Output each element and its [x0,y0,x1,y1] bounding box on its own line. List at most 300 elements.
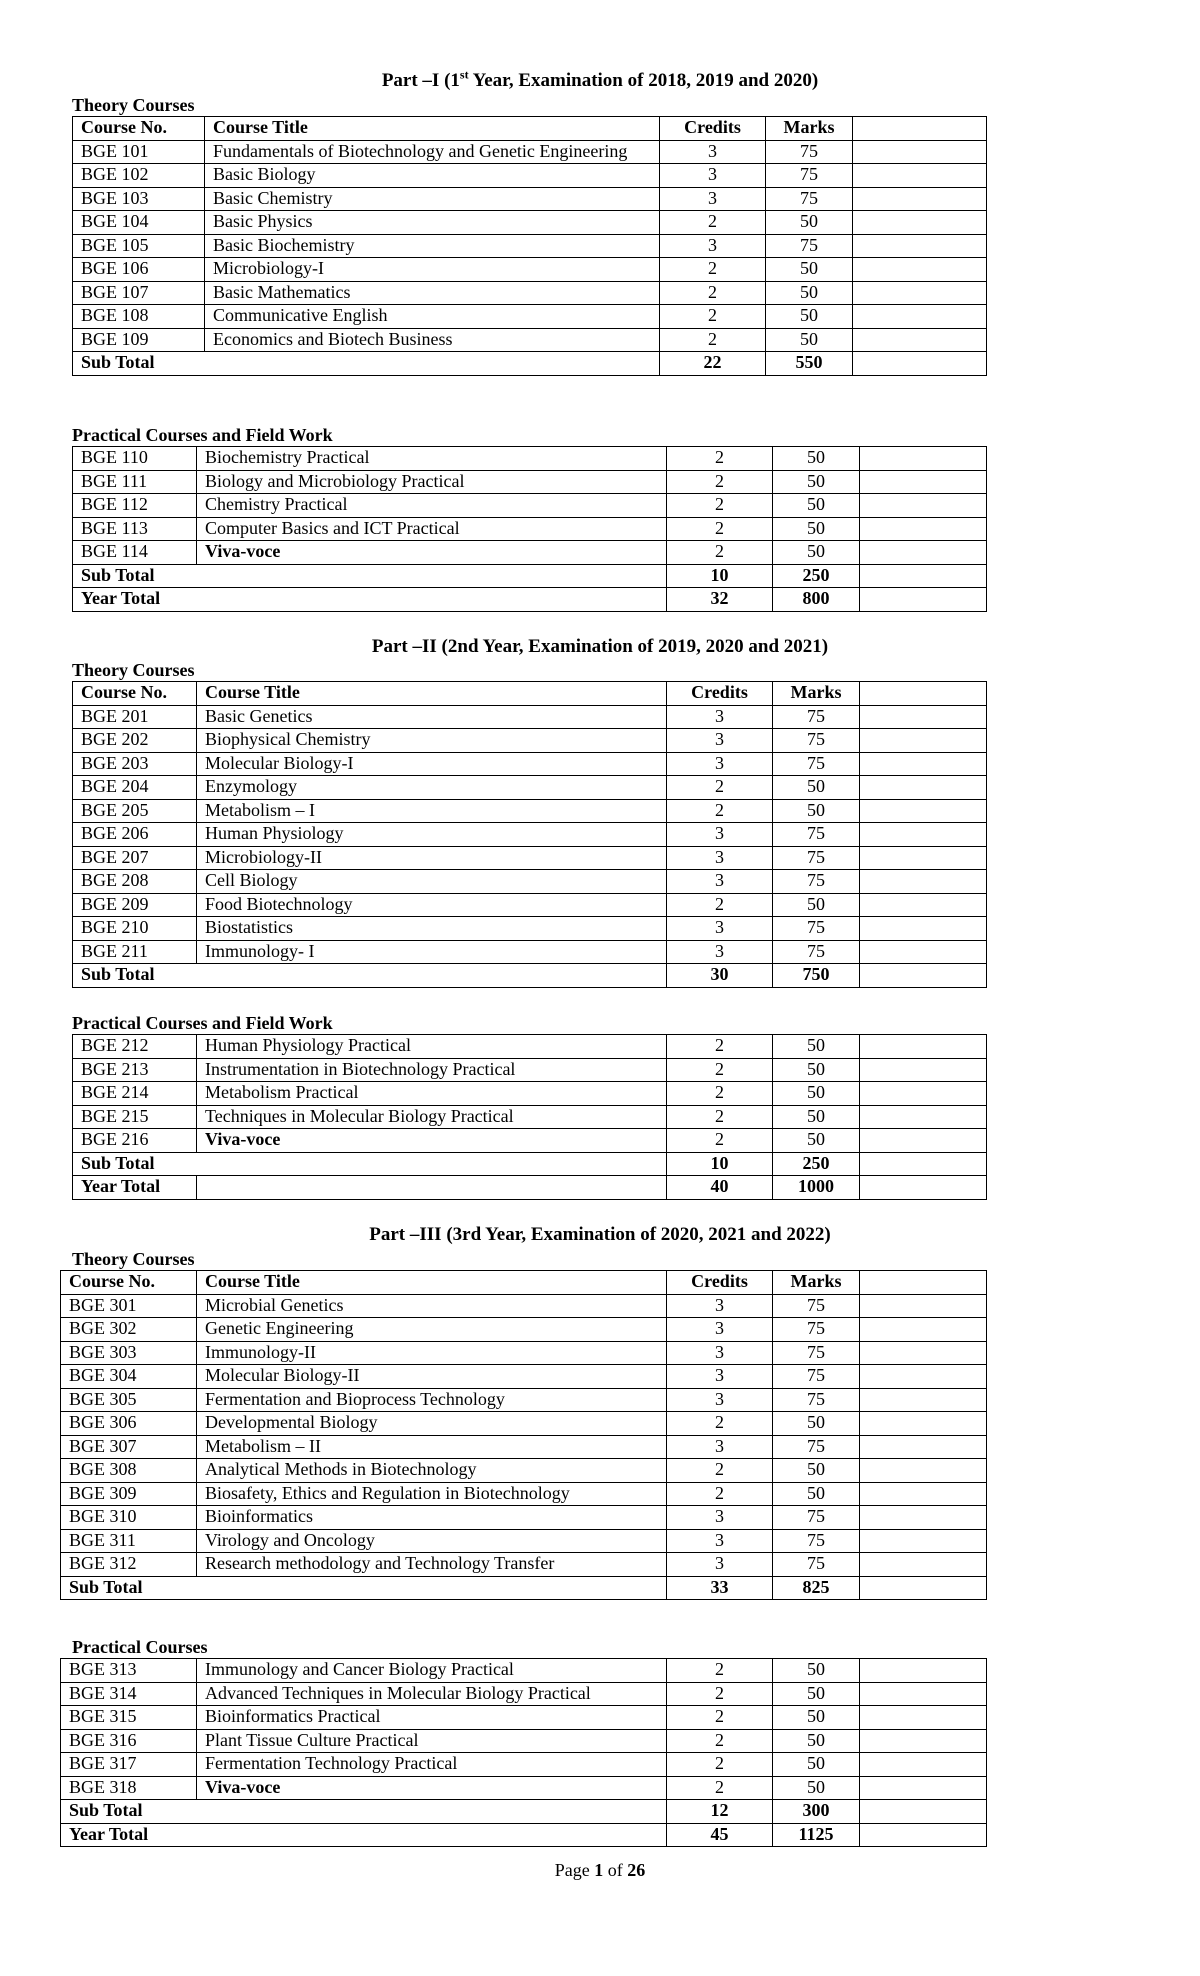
empty-cell [860,1729,987,1753]
empty-cell [860,564,987,588]
empty-cell [860,470,987,494]
table-row [73,258,987,282]
part3-practical-label: Practical Courses [72,1637,208,1657]
course-title: Metabolism Practical [197,1082,667,1106]
empty-cell [860,846,987,870]
empty-cell [860,1753,987,1777]
course-no: BGE 302 [61,1318,197,1342]
course-credits: 2 [667,1482,773,1506]
year-total-marks: 1000 [773,1176,860,1200]
course-title: Basic Biochemistry [205,234,660,258]
course-title: Biochemistry Practical [197,447,667,471]
course-title: Computer Basics and ICT Practical [197,517,667,541]
empty-cell [853,234,987,258]
empty-cell [860,752,987,776]
course-no: BGE 308 [61,1459,197,1483]
course-marks: 75 [773,1388,860,1412]
course-marks: 50 [773,799,860,823]
course-title: Viva-voce [197,1776,667,1800]
empty-cell [860,1776,987,1800]
course-title: Biostatistics [197,917,667,941]
course-credits: 3 [667,1506,773,1530]
table-header-row [73,117,987,141]
table-row [73,870,987,894]
table-row [61,1294,987,1318]
course-marks: 75 [766,140,853,164]
course-title: Biophysical Chemistry [197,729,667,753]
course-title: Chemistry Practical [197,494,667,518]
subtotal-credits: 12 [667,1800,773,1824]
course-no: BGE 313 [61,1659,197,1683]
year-total-row [73,1176,987,1200]
table-row [73,729,987,753]
subtotal-marks: 750 [773,964,860,988]
empty-cell [860,1365,987,1389]
part2-heading: Part –II (2nd Year, Examination of 2019, 2020 and 2021) [371,636,829,657]
empty-cell [853,211,987,235]
course-credits: 3 [667,1318,773,1342]
course-credits: 3 [667,705,773,729]
course-title: Microbiology-I [205,258,660,282]
subtotal-marks: 550 [766,352,853,376]
header-course-title: Course Title [205,117,660,141]
table-row [61,1412,987,1436]
header-credits: Credits [667,1271,773,1295]
subtotal-credits: 10 [667,1152,773,1176]
course-marks: 75 [773,846,860,870]
course-no: BGE 209 [73,893,197,917]
course-credits: 2 [660,211,766,235]
course-credits: 2 [667,447,773,471]
table-row [73,494,987,518]
course-title: Viva-voce [197,1129,667,1153]
header-course-no: Course No. [73,117,205,141]
course-credits: 3 [667,1341,773,1365]
empty-cell [860,776,987,800]
course-credits: 2 [667,799,773,823]
course-no: BGE 201 [73,705,197,729]
course-no: BGE 311 [61,1529,197,1553]
empty-cell [860,1482,987,1506]
empty-cell [860,1576,987,1600]
subtotal-marks: 825 [773,1576,860,1600]
course-title: Human Physiology [197,823,667,847]
part1-practical-table [72,446,987,612]
course-no: BGE 314 [61,1682,197,1706]
course-credits: 2 [667,1459,773,1483]
header-course-title: Course Title [197,682,667,706]
course-marks: 50 [766,328,853,352]
course-title: Fermentation and Bioprocess Technology [197,1388,667,1412]
course-marks: 50 [773,470,860,494]
course-title: Viva-voce [197,541,667,565]
year-total-credits: 45 [667,1823,773,1847]
course-marks: 50 [773,1729,860,1753]
course-credits: 2 [660,258,766,282]
subtotal-label: Sub Total [73,1152,667,1176]
course-no: BGE 204 [73,776,197,800]
empty-cell [860,1459,987,1483]
course-marks: 50 [773,1682,860,1706]
course-credits: 3 [667,823,773,847]
course-no: BGE 307 [61,1435,197,1459]
subtotal-row [73,564,987,588]
table-row [61,1506,987,1530]
empty-cell [860,893,987,917]
table-row [61,1388,987,1412]
table-row [61,1753,987,1777]
course-title: Biology and Microbiology Practical [197,470,667,494]
course-no: BGE 104 [73,211,205,235]
table-row [73,940,987,964]
part2-practical-table [72,1034,987,1200]
empty-cell [860,870,987,894]
table-row [73,893,987,917]
course-credits: 3 [667,846,773,870]
course-marks: 75 [773,1365,860,1389]
empty-cell [860,1341,987,1365]
course-no: BGE 316 [61,1729,197,1753]
header-marks: Marks [766,117,853,141]
table-row [73,517,987,541]
part3-theory-table [60,1270,987,1600]
subtotal-row [73,352,987,376]
table-row [73,776,987,800]
table-row [61,1776,987,1800]
course-no: BGE 206 [73,823,197,847]
course-no: BGE 208 [73,870,197,894]
part3-heading: Part –III (3rd Year, Examination of 2020, 2021 and 2022) [369,1224,831,1245]
year-total-marks: 800 [773,588,860,612]
part3-theory-label: Theory Courses [72,1249,195,1269]
course-credits: 3 [667,917,773,941]
table-row [61,1482,987,1506]
course-credits: 2 [667,541,773,565]
table-row [61,1459,987,1483]
course-title: Basic Physics [205,211,660,235]
empty-cell [860,1129,987,1153]
table-row [73,234,987,258]
empty-cell [853,328,987,352]
empty-cell [860,940,987,964]
course-credits: 2 [667,517,773,541]
course-title: Genetic Engineering [197,1318,667,1342]
course-title: Molecular Biology-I [197,752,667,776]
course-no: BGE 112 [73,494,197,518]
course-marks: 50 [773,1058,860,1082]
year-total-credits: 40 [667,1176,773,1200]
header-course-no: Course No. [73,682,197,706]
table-row [61,1729,987,1753]
subtotal-marks: 250 [773,564,860,588]
course-no: BGE 105 [73,234,205,258]
table-row [73,1058,987,1082]
course-marks: 75 [773,917,860,941]
course-no: BGE 101 [73,140,205,164]
course-marks: 75 [766,234,853,258]
course-no: BGE 213 [73,1058,197,1082]
course-marks: 50 [773,1753,860,1777]
course-title: Advanced Techniques in Molecular Biology Practical [197,1682,667,1706]
course-credits: 2 [667,1659,773,1683]
table-row [61,1706,987,1730]
empty-cell [860,1412,987,1436]
table-row [73,328,987,352]
empty-cell [860,541,987,565]
empty-cell [860,1435,987,1459]
course-credits: 2 [660,328,766,352]
table-row [73,823,987,847]
table-row [73,705,987,729]
course-title: Molecular Biology-II [197,1365,667,1389]
empty-cell [860,588,987,612]
empty-cell [860,1058,987,1082]
course-title: Research methodology and Technology Transfer [197,1553,667,1577]
subtotal-label: Sub Total [61,1576,667,1600]
header-course-title: Course Title [197,1271,667,1295]
course-marks: 50 [773,1035,860,1059]
course-marks: 75 [773,1318,860,1342]
course-title: Human Physiology Practical [197,1035,667,1059]
empty-cell [860,494,987,518]
course-marks: 50 [773,776,860,800]
table-row [73,470,987,494]
empty-cell [853,258,987,282]
subtotal-row [61,1800,987,1824]
part2-theory-table [72,681,987,988]
course-credits: 2 [667,494,773,518]
course-marks: 50 [773,1659,860,1683]
table-row [73,799,987,823]
subtotal-label: Sub Total [61,1800,667,1824]
empty-cell [860,682,987,706]
course-marks: 50 [773,1412,860,1436]
course-title: Basic Mathematics [205,281,660,305]
course-no: BGE 312 [61,1553,197,1577]
empty-cell [853,164,987,188]
table-row [61,1365,987,1389]
course-marks: 75 [773,870,860,894]
course-title: Analytical Methods in Biotechnology [197,1459,667,1483]
course-title: Enzymology [197,776,667,800]
course-credits: 3 [660,164,766,188]
empty-cell [860,1105,987,1129]
subtotal-row [73,964,987,988]
course-no: BGE 108 [73,305,205,329]
year-total-marks: 1125 [773,1823,860,1847]
course-no: BGE 315 [61,1706,197,1730]
course-marks: 50 [766,281,853,305]
course-marks: 50 [766,305,853,329]
course-no: BGE 211 [73,940,197,964]
course-marks: 50 [773,1129,860,1153]
empty-cell [860,1176,987,1200]
header-credits: Credits [660,117,766,141]
course-no: BGE 214 [73,1082,197,1106]
course-credits: 2 [667,1105,773,1129]
page-footer [0,1860,1200,1881]
table-row [73,140,987,164]
empty-cell [853,117,987,141]
subtotal-row [61,1576,987,1600]
subtotal-label: Sub Total [73,964,667,988]
course-credits: 2 [660,305,766,329]
course-no: BGE 212 [73,1035,197,1059]
course-marks: 75 [773,823,860,847]
course-marks: 50 [773,1776,860,1800]
course-title: Immunology- I [197,940,667,964]
course-credits: 3 [667,1553,773,1577]
subtotal-label: Sub Total [73,564,667,588]
table-row [73,1035,987,1059]
course-credits: 3 [667,940,773,964]
empty-cell [860,1294,987,1318]
course-marks: 50 [773,1459,860,1483]
subtotal-credits: 33 [667,1576,773,1600]
subtotal-label: Sub Total [73,352,660,376]
year-total-label: Year Total [61,1823,667,1847]
course-credits: 3 [667,1294,773,1318]
table-row [73,541,987,565]
course-title: Bioinformatics Practical [197,1706,667,1730]
course-credits: 3 [660,234,766,258]
course-title: Plant Tissue Culture Practical [197,1729,667,1753]
subtotal-marks: 250 [773,1152,860,1176]
course-title: Communicative English [205,305,660,329]
course-credits: 3 [667,870,773,894]
course-marks: 75 [773,1529,860,1553]
empty-cell [853,305,987,329]
course-credits: 2 [667,776,773,800]
course-title: Food Biotechnology [197,893,667,917]
course-credits: 3 [667,729,773,753]
course-title: Microbiology-II [197,846,667,870]
course-marks: 50 [773,447,860,471]
course-title: Techniques in Molecular Biology Practical [197,1105,667,1129]
table-row [61,1341,987,1365]
page-total: 26 [627,1860,646,1880]
table-row [73,187,987,211]
course-credits: 2 [667,893,773,917]
course-marks: 50 [773,1105,860,1129]
empty-cell [853,187,987,211]
course-title: Virology and Oncology [197,1529,667,1553]
course-no: BGE 109 [73,328,205,352]
course-marks: 50 [773,494,860,518]
empty-cell [860,1152,987,1176]
course-credits: 3 [667,1388,773,1412]
course-credits: 2 [667,1776,773,1800]
course-credits: 2 [667,1729,773,1753]
course-credits: 3 [660,140,766,164]
empty-cell [860,823,987,847]
course-marks: 50 [766,211,853,235]
table-row [61,1659,987,1683]
empty-cell [860,964,987,988]
course-title: Basic Genetics [197,705,667,729]
table-header-row [61,1271,987,1295]
course-no: BGE 306 [61,1412,197,1436]
course-title: Basic Biology [205,164,660,188]
page-number: 1 [594,1860,604,1880]
course-no: BGE 304 [61,1365,197,1389]
part1-theory-table [72,116,987,376]
header-marks: Marks [773,1271,860,1295]
year-total-row [73,588,987,612]
course-no: BGE 114 [73,541,197,565]
course-credits: 2 [667,1129,773,1153]
table-row [73,305,987,329]
course-no: BGE 103 [73,187,205,211]
course-no: BGE 303 [61,1341,197,1365]
course-title: Biosafety, Ethics and Regulation in Biotechnology [197,1482,667,1506]
course-title: Metabolism – II [197,1435,667,1459]
course-marks: 75 [773,1341,860,1365]
empty-cell [860,1035,987,1059]
course-credits: 2 [667,470,773,494]
course-title: Microbial Genetics [197,1294,667,1318]
year-total-credits: 32 [667,588,773,612]
empty-cell [860,729,987,753]
empty-cell [860,1318,987,1342]
course-marks: 50 [773,541,860,565]
course-title: Immunology and Cancer Biology Practical [197,1659,667,1683]
subtotal-credits: 10 [667,564,773,588]
part3-practical-table [60,1658,987,1847]
subtotal-credits: 30 [667,964,773,988]
of-word: of [607,1860,623,1880]
course-no: BGE 110 [73,447,197,471]
header-marks: Marks [773,682,860,706]
year-total-label: Year Total [73,588,667,612]
part1-heading: Part –I (1st Year, Examination of 2018, 2019 and 2020) [381,67,819,91]
course-no: BGE 102 [73,164,205,188]
course-title: Economics and Biotech Business [205,328,660,352]
table-row [73,281,987,305]
course-marks: 75 [766,187,853,211]
course-title: Fundamentals of Biotechnology and Genetic Engineering [205,140,660,164]
course-marks: 50 [773,517,860,541]
course-no: BGE 205 [73,799,197,823]
course-title: Cell Biology [197,870,667,894]
subtotal-row [73,1152,987,1176]
course-marks: 75 [773,940,860,964]
course-no: BGE 111 [73,470,197,494]
table-row [61,1318,987,1342]
course-credits: 2 [667,1035,773,1059]
course-marks: 50 [766,258,853,282]
empty-cell [860,1800,987,1824]
table-row [73,846,987,870]
course-credits: 3 [667,752,773,776]
course-no: BGE 107 [73,281,205,305]
course-no: BGE 216 [73,1129,197,1153]
course-credits: 3 [667,1435,773,1459]
course-marks: 75 [766,164,853,188]
empty-cell [860,1506,987,1530]
empty-cell [860,1823,987,1847]
course-title: Metabolism – I [197,799,667,823]
table-header-row [73,682,987,706]
empty-cell [197,1176,667,1200]
table-row [73,447,987,471]
course-title: Bioinformatics [197,1506,667,1530]
empty-cell [853,140,987,164]
course-no: BGE 202 [73,729,197,753]
table-row [73,1129,987,1153]
course-credits: 2 [667,1753,773,1777]
course-no: BGE 305 [61,1388,197,1412]
